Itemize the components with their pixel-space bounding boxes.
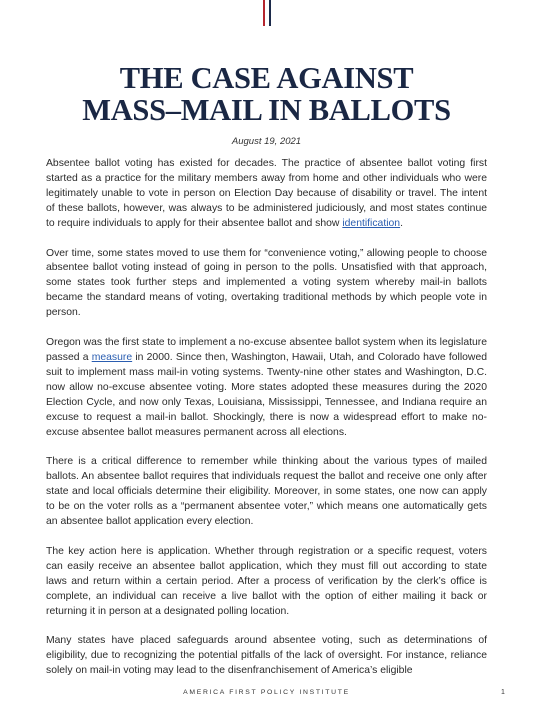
article-body: [46, 157, 487, 677]
title-line-2: MASS–MAIL IN BALLOTS: [82, 93, 451, 127]
paragraph-4: There is a critical difference to remember while thinking about the various types of mailed ballots. An absentee ballot requires that individuals request the ballot and receive one only after state and local officials determine their eligibility. Moreover, in some states, one now can apply to be on the voter rolls as a “permanent absentee voter,” which means one automatically gets an absentee ballot application every election.: [46, 456, 487, 528]
identification-link[interactable]: identification: [342, 217, 401, 229]
publication-date: August 19, 2021: [231, 136, 302, 147]
flag-stripe-navy: [269, 0, 271, 26]
paragraph-3: [46, 336, 487, 440]
paragraph-3-before: Oregon was the first state to implement a no-excuse absentee ballot system when its legislature passed a: [46, 337, 487, 363]
paragraph-1: [46, 157, 487, 232]
page-title: [0, 62, 533, 126]
footer-organization: AMERICA FIRST POLICY INSTITUTE: [183, 689, 350, 696]
flag-logo: [263, 0, 271, 26]
paragraph-1-end: .: [400, 217, 403, 229]
paragraph-3-after: in 2000. Since then, Washington, Hawaii, Utah, and Colorado have followed suit to implement mass mail-in voting systems. Twenty-nine other states and Washington, D.C. now allow no-excuse absentee voting. More states adopted these measures during the 2020 Election Cycle, and now only Texas, Louisiana, Mississippi, Tennessee, and Indiana require an excuse to request a mail-in ballot. Shockingly, there is now a widespread effort to make no-excuse absentee ballot measures permanent across all elections.: [46, 351, 487, 438]
paragraph-6: Many states have placed safeguards around absentee voting, such as determinations of eligibility, due to recognizing the potential pitfalls of the lack of oversight. For instance, reliance solely on mail-in voting may lead to the disenfranchisement of America’s eligible: [46, 635, 487, 677]
paragraph-5: The key action here is application. Whether through registration or a specific request, voters can easily receive an absentee ballot application, which they must fill out according to state laws and return within a certain period. After a process of verification by the clerk’s office is complete, an individual can receive a live ballot with the option of either mailing it back or returning it in person at a designated polling location.: [46, 545, 487, 617]
flag-stripe-white: [266, 0, 268, 26]
page-number: 1: [501, 689, 505, 696]
paragraph-2: Over time, some states moved to use them for “convenience voting,” allowing people to choose absentee ballot voting instead of going in person to the polls. Unsatisfied with that approach, some states took further steps and implemented a voting system whereby mail-in ballots became the standard means of voting, overtaking traditional methods by which people vote in person.: [46, 247, 487, 319]
measure-link[interactable]: measure: [91, 351, 133, 363]
title-line-1: THE CASE AGAINST: [119, 61, 414, 95]
flag-stripe-red: [263, 0, 265, 26]
paragraph-1-text: Absentee ballot voting has existed for decades. The practice of absentee ballot voting first started as a practice for the military members away from home and other individuals who were legitimately unable to vote in person on Election Day because of disability or travel. The intent of these ballots, however, was always to be administered judiciously, and most states continue to require individuals to apply for their absentee ballot and show: [46, 158, 487, 229]
